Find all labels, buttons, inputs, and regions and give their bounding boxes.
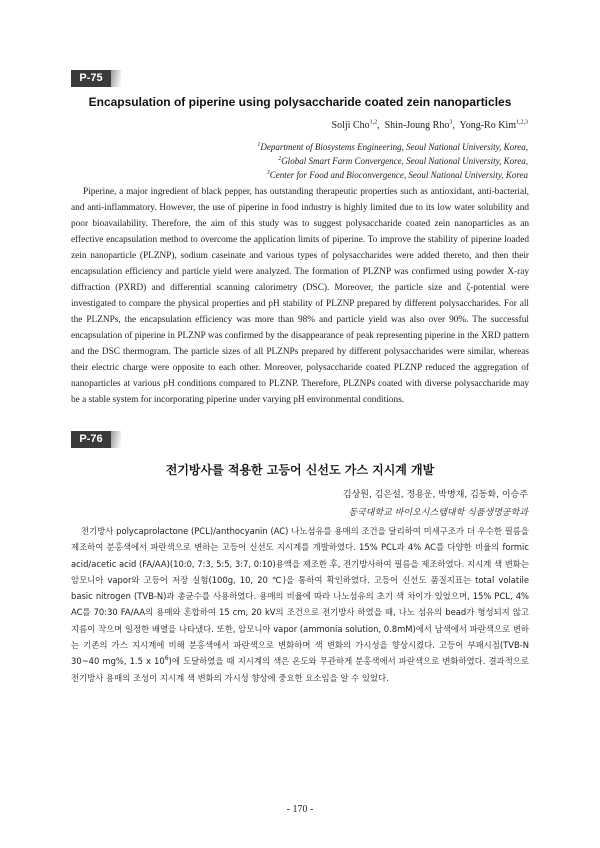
- author-list-1: Solji Cho$^{1,2}$, Shin-Joung Rho$^3$, Yong-Ro Kim$^{1,2,3}$: [331, 119, 528, 131]
- author-list-2: 김상원, 김은설, 정용운, 박병재, 김동화, 이승주: [342, 490, 528, 500]
- paper-title-2: 전기방사를 적용한 고등어 신선도 가스 지시계 개발: [165, 463, 435, 477]
- affiliation-2: 동국대학교 바이오시스템대학 식품생명공학과: [348, 508, 528, 518]
- affiliation: $^1$Department of Biosystems Engineering, Seoul National University, Korea,: [257, 142, 528, 152]
- author: Yong-Ro Kim: [459, 120, 516, 131]
- page-number: - 170 -: [286, 804, 314, 815]
- tag-label: P-76: [79, 433, 103, 445]
- tag-label: P-75: [79, 72, 103, 84]
- author: Solji Cho: [331, 120, 370, 131]
- abstract-tag-p75: [71, 70, 119, 87]
- paper-title-1: Encapsulation of piperine using polysaccharide coated zein nanoparticles: [88, 95, 512, 109]
- affiliation: $^3$Center for Food and Bioconvergence, Seoul National University, Korea: [266, 170, 528, 180]
- abstract-tag-p76: [71, 431, 119, 448]
- abstract-body-2: 전기방사 polycaprolactone (PCL)/anthocyanin (AC) 나노섬유를 용매의 조건을 달리하여 미세구조가 더 우수한 필름을 제조하여 분홍색에서 파란색으로 변하는 고등어 신선도 지시계를 개발하였다. 15% PCL과 4% AC를 다양한 비율의 formic acid/acetic acid (FA/AA)(10:0, 7:3, 5:5, 3:7, 0:10)용액을 제조한 후, 전기방사하여 필름을 제조하였다. 지시계 색 변화는 암모니아 vapor와 고등어 저장 실험(100g, 10, 20 ℃)을 통하여 확인하였다. 고등어 신선도 품질지표는 total volatile basic nitrogen (TVB-N)과 총균수를 사용하였다. 용매의 비율에 따라 나노섬유의 초기 색 차이가 있었으며, 15% PCL, 4% AC를 70:30 FA/AA의 용매와 혼합하여 15 cm, 20 kV의 조건으로 전기방사 하였을 때, 나노 섬유의 bead가 형성되지 않고 지름이 작으며 일정한 배열을 나타냈다. 또한, 암모니아 vapor (ammonia solution, 0.8mM)에서 남색에서 파란색으로 변하는 기존의 가스 지시계에 비해 분홍색에서 파란색으로 변화하며 색 변화의 가시성을 향상시켰다. 고등어 부패시점(TVB-N 30~40 mg%, 1.5 x $10^6$)에 도달하였을 때 지시계의 색은 온도와 무관하게 분홍색에서 파란색으로 변화하였다. 결과적으로 전기방사 용매의 조성이 지시계 색 변화의 가시성 향상에 중요한 요소임을 알 수 있었다.: [71, 526, 529, 683]
- affiliation: $^2$Global Smart Farm Convergence, Seoul National University, Korea,: [278, 156, 528, 166]
- affiliation-list-1: [257, 140, 528, 182]
- author: Shin-Joung Rho: [384, 120, 450, 131]
- abstract-body-1: Piperine, a major ingredient of black pepper, has outstanding therapeutic properties such as antioxidant, anti-bacterial, and anti-inflammatory. However, the use of piperine in food industry is highly limited due to its low water solubility and poor bioavailability. Therefore, the aim of this study was to suggest polysaccharide coated zein nanoparticles as an effective encapsulation method to overcome the application limits of piperine. To improve the stability of piperine loaded zein nanoparticle (PLZNP), sodium caseinate and various types of polysaccharides were added thereto, and then their encapsulation efficiency and particle yield were analyzed. The formation of PLZNP was confirmed using powder X-ray diffraction (PXRD) and differential scanning calorimetry (DSC). Moreover, the particle size and ζ-potential were investigated to compare the physical properties and pH stability of PLZNP prepared by different polysaccharides. For all the PLZNPs, the encapsulation efficiency was more than 98% and particle yield was also over 90%. The successful encapsulation of piperine in PLZNP was confirmed by the disappearance of peak representing piperine in the XRD pattern and the DSC thermogram. The particle sizes of all PLZNPs prepared by different polysaccharides were similar, whereas their electric charge were opposite to each other. Moreover, polysaccharide coated PLZNP reduced the aggregation of nanoparticles at various pH conditions compared to PLZNP. Therefore, PLZNPs coated with diverse polysaccharide may be a stable system for incorporating piperine under varying pH environmental conditions.: [71, 187, 529, 405]
